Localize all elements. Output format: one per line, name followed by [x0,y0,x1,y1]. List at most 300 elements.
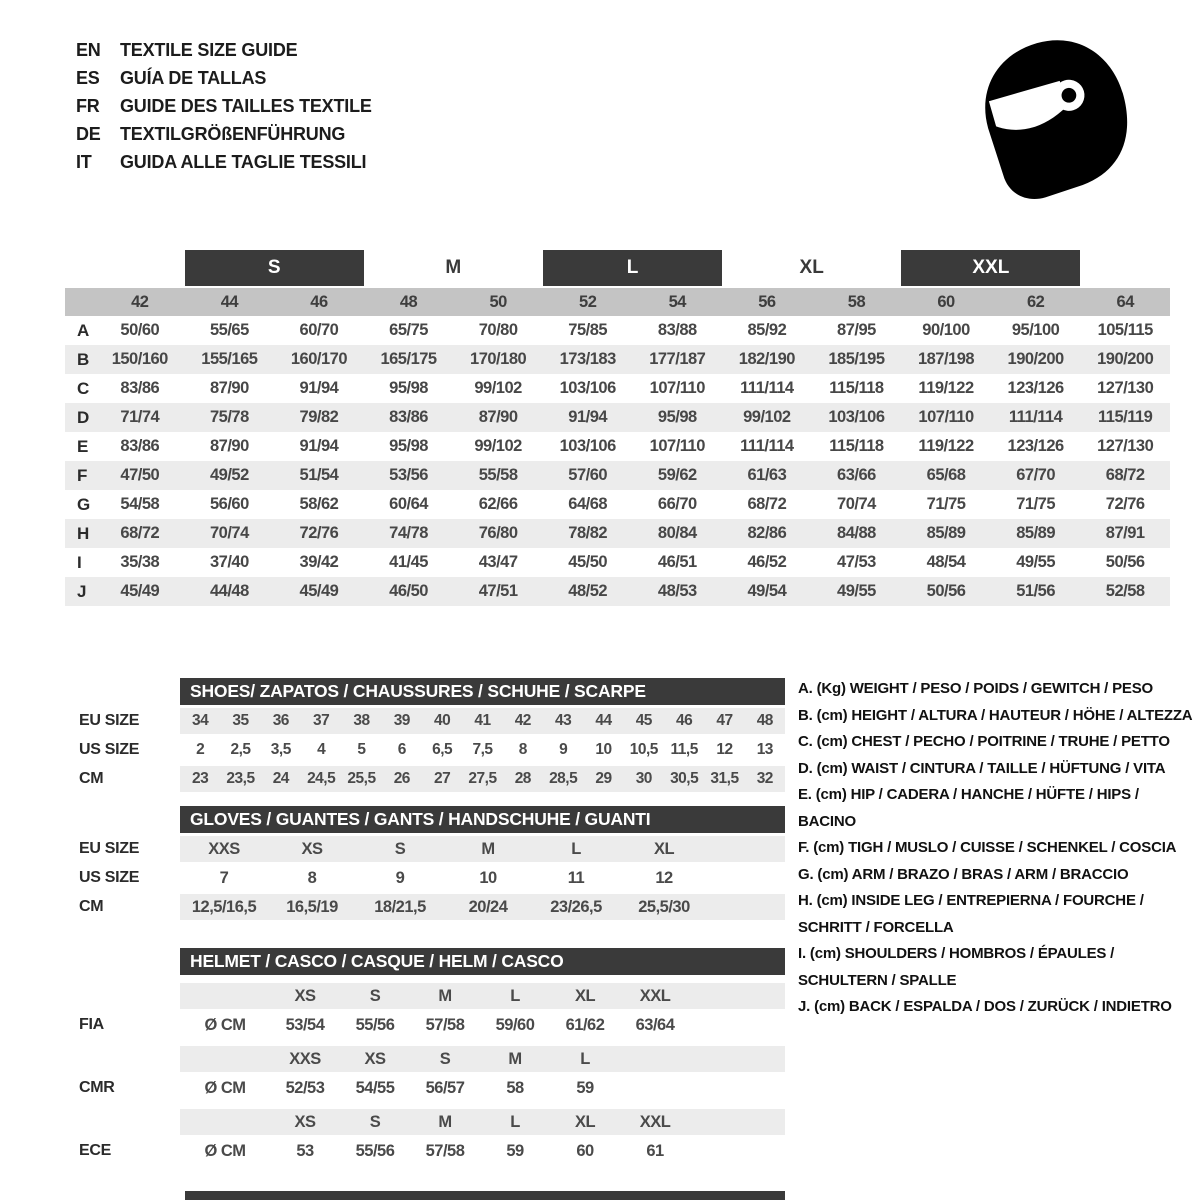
helmet-size: XS [294,1112,316,1131]
helmet-table [65,948,785,1167]
helmet-size: M [508,1049,522,1068]
legend-item-d: D. (cm) WAIST / CINTURA / TAILLE / HÜFTUNG / VITA [798,759,1166,777]
helmet-cm-value: 63/64 [635,1015,675,1034]
value-cell: 63/66 [837,466,876,484]
value-cell: 173/183 [559,350,616,368]
value-cell: 107/110 [918,408,974,426]
value-cell: 60/70 [299,321,339,339]
value-cell: 182/190 [738,350,795,368]
textile-size-table [65,250,1170,606]
row-label: F [77,465,88,485]
value-cell: 103/106 [559,379,616,397]
shoes-cm-values [180,766,785,792]
value-cell: 55/58 [478,466,518,484]
value-cell: 119/122 [918,379,974,397]
value-cell: 65/75 [389,321,428,339]
glove-cm-size: 18/21,5 [374,897,426,916]
value-cell: 44/48 [209,582,249,600]
helmet-cm-value: 53/54 [285,1015,325,1034]
language-code: IT [76,151,92,172]
shoe-cm-size: 25,5 [347,770,376,787]
row-label: J [77,581,87,601]
row-label: A [77,320,90,340]
value-cell: 70/74 [837,495,876,513]
value-cell: 48/52 [568,582,608,600]
legend-item-i: I. (cm) SHOULDERS / HOMBROS / ÉPAULES / SCHULTERN / SPALLE [798,945,1115,989]
shoes-cm-row [65,766,785,792]
value-cell: 155/165 [201,350,258,368]
shoes-eu-row [65,708,785,734]
helmet-size: S [439,1049,451,1068]
row-label: EU SIZE [79,840,140,857]
row-label: I [77,552,82,572]
lang-line-en [76,36,372,64]
helmet-cm-value: 54/55 [355,1078,395,1097]
size-label-xxl: XXL [901,250,1080,286]
value-cell: 59/62 [657,466,697,484]
table-row-i [65,548,1170,577]
shoe-eu-size: 45 [635,712,652,729]
shoe-us-size: 2,5 [230,741,251,758]
value-cell: 60/64 [389,495,428,513]
lang-line-es [76,64,372,92]
helmet-size: L [510,1112,520,1131]
language-code: DE [76,123,101,144]
value-cell: 185/195 [828,350,885,368]
value-cell: 80/84 [657,524,697,542]
value-cell: 50/56 [1105,553,1145,571]
helmet-size: L [510,986,520,1005]
size-label-m: M [445,257,462,278]
measurement-legend [798,676,1200,1021]
shoe-cm-size: 30,5 [670,770,699,787]
value-cell: 95/98 [389,437,428,455]
value-cell: 160/170 [290,350,348,368]
value-cell: 50/56 [926,582,966,600]
helmet-cm-value: 61/62 [565,1015,605,1034]
spacer [65,983,180,1009]
value-cell: 43/47 [478,553,518,571]
helmet-cm-value: 56/57 [425,1078,465,1097]
value-cell: 62/66 [478,495,518,513]
shoe-us-size: 6 [397,741,406,758]
gloves-us-values [180,865,785,891]
row-label: CM [79,770,104,787]
diameter-cm-label: Ø CM [204,1141,246,1160]
value-cell: 41/45 [389,553,428,571]
glove-us-size: 7 [219,868,229,887]
helmet-cm-value: 60 [576,1141,594,1160]
table-row-f [65,461,1170,490]
value-cell: 79/82 [299,408,339,426]
value-cell: 68/72 [747,495,787,513]
value-cell: 115/118 [829,379,884,397]
language-code: EN [76,39,101,60]
shoe-eu-size: 48 [756,712,773,729]
fia-values [180,1012,785,1038]
row-label: US SIZE [79,741,140,758]
value-cell: 72/76 [1105,495,1145,513]
lang-line-de [76,120,372,148]
shoe-eu-size: 38 [353,712,370,729]
shoe-eu-size: 47 [716,712,733,729]
value-cell: 61/63 [747,466,787,484]
value-cell: 47/51 [478,582,518,600]
helmet-title-row [65,948,785,975]
value-cell: 84/88 [837,524,876,542]
value-cell: 150/160 [111,350,168,368]
value-cell: 103/106 [828,408,885,426]
legend-item-c: C. (cm) CHEST / PECHO / POITRINE / TRUHE / PETTO [798,733,1170,750]
glove-eu-size: L [571,839,581,858]
helmet-cm-value: 55/56 [355,1015,395,1034]
glove-us-size: 8 [307,868,317,887]
value-cell: 95/98 [389,379,428,397]
value-cell: 99/102 [743,408,791,426]
standard-label: ECE [79,1142,111,1159]
value-cell: 47/53 [837,553,876,571]
row-label: EU SIZE [79,712,140,729]
helmet-size: XL [574,986,596,1005]
value-cell: 83/86 [120,379,160,397]
value-cell: 49/52 [209,466,249,484]
value-cell: 75/85 [568,321,608,339]
helmet-size: XXL [639,1112,671,1131]
value-cell: 49/55 [837,582,876,600]
shoes-us-values [180,737,785,763]
row-label: C [77,378,90,398]
shoe-us-size: 3,5 [270,741,291,758]
size-number: 42 [131,292,149,311]
spacer [65,1046,180,1072]
helmet-cm-value: 55/56 [355,1141,395,1160]
table-row-c [65,374,1170,403]
helmet-cmr-header [65,1046,785,1072]
value-cell: 111/114 [740,379,794,397]
helmet-cmr-row [65,1075,785,1101]
helmet-cm-value: 57/58 [425,1141,465,1160]
shoe-cm-size: 23,5 [226,770,255,787]
size-label-xl: XL [799,257,824,278]
value-cell: 105/115 [1097,321,1153,339]
value-cell: 48/54 [926,553,966,571]
gloves-eu-row [65,836,785,862]
shoe-us-size: 13 [756,741,773,758]
glove-cm-size: 16,5/19 [286,897,338,916]
helmet-size: S [369,986,381,1005]
value-cell: 54/58 [120,495,160,513]
shoe-cm-size: 31,5 [710,770,739,787]
value-cell: 103/106 [559,437,616,455]
value-cell: 39/42 [299,553,339,571]
shoe-eu-size: 40 [434,712,451,729]
numeric-size-band [65,288,1170,316]
helmet-size: XL [574,1112,596,1131]
value-cell: 83/88 [657,321,697,339]
value-cell: 107/110 [649,379,705,397]
shoe-us-size: 4 [317,741,326,758]
language-title: TEXTILE SIZE GUIDE [120,39,298,60]
cmr-sizes [180,1046,785,1072]
shoe-us-size: 5 [357,741,366,758]
value-cell: 90/100 [922,321,970,339]
shoes-table [65,678,785,795]
helmet-size: L [580,1049,590,1068]
value-cell: 78/82 [568,524,608,542]
row-label: B [77,349,90,369]
value-cell: 71/75 [1016,495,1056,513]
shoe-eu-size: 41 [474,712,491,729]
shoe-eu-size: 44 [595,712,612,729]
gloves-table [65,806,785,923]
legend-item-g: G. (cm) ARM / BRAZO / BRAS / ARM / BRACCIO [798,865,1129,883]
lang-line-fr [76,92,372,120]
shoe-eu-size: 35 [232,712,249,729]
shoe-us-size: 12 [716,741,733,758]
value-cell: 52/58 [1105,582,1145,600]
shoe-eu-size: 42 [514,712,531,729]
glove-eu-size: S [394,839,406,858]
shoe-cm-size: 30 [635,770,652,787]
legend-item-a: A. (Kg) WEIGHT / PESO / POIDS / GEWITCH / PESO [798,680,1153,697]
value-cell: 56/60 [209,495,249,513]
size-number: 56 [758,292,776,311]
size-number: 44 [220,292,239,311]
helmet-cm-value: 52/53 [285,1078,325,1097]
value-cell: 64/68 [568,495,608,513]
legend-item-f: F. (cm) TIGH / MUSLO / CUISSE / SCHENKEL / COSCIA [798,839,1177,856]
gloves-eu-values [180,836,785,862]
legend-item-h: H. (cm) INSIDE LEG / ENTREPIERNA / FOURCHE / SCHRITT / FORCELLA [798,892,1144,936]
helmet-size: XS [294,986,316,1005]
value-cell: 95/100 [1011,321,1060,339]
value-cell: 91/94 [299,379,339,397]
value-cell: 46/50 [389,582,428,600]
size-number: 62 [1026,292,1045,311]
row-label: CM [79,898,104,915]
fia-sizes [180,983,785,1009]
table-row-j [65,577,1170,606]
shoes-eu-values [180,708,785,734]
shoe-eu-size: 43 [555,712,572,729]
value-cell: 123/126 [1007,379,1064,397]
helmet-title: HELMET / CASCO / CASQUE / HELM / CASCO [180,948,785,975]
helmet-size: XXL [639,986,671,1005]
helmet-size: XS [364,1049,386,1068]
value-cell: 187/198 [917,350,975,368]
shoe-eu-size: 46 [676,712,693,729]
value-cell: 83/86 [389,408,428,426]
helmet-cm-value: 59 [506,1141,524,1160]
diameter-cm-label: Ø CM [204,1078,246,1097]
value-cell: 49/54 [747,582,787,600]
shoe-us-size: 7,5 [472,741,493,758]
value-cell: 65/68 [926,466,966,484]
shoe-us-size: 10,5 [629,741,658,758]
value-cell: 46/52 [747,553,787,571]
value-cell: 177/187 [649,350,706,368]
shoe-cm-size: 29 [595,770,612,787]
language-title: TEXTILGRÖßENFÜHRUNG [120,123,346,144]
value-cell: 46/51 [657,553,697,571]
helmet-cm-value: 53 [296,1141,314,1160]
table-row-h [65,519,1170,548]
shoe-us-size: 2 [196,741,205,758]
helmet-cm-value: 59 [576,1078,594,1097]
legend-item-j: J. (cm) BACK / ESPALDA / DOS / ZURÜCK / INDIETRO [798,998,1172,1015]
value-cell: 87/90 [478,408,518,426]
size-number: 58 [847,292,866,311]
glove-cm-size: 25,5/30 [638,897,690,916]
ece-sizes [180,1109,785,1135]
value-cell: 87/90 [209,437,249,455]
value-cell: 111/114 [740,437,794,455]
glove-us-size: 10 [479,868,497,887]
value-cell: 91/94 [568,408,608,426]
language-code: ES [76,67,100,88]
value-cell: 71/74 [120,408,160,426]
value-cell: 37/40 [209,553,249,571]
cropped-section-bar [185,1191,785,1200]
row-label: H [77,523,90,543]
value-cell: 66/70 [657,495,697,513]
table-row-d [65,403,1170,432]
helmet-size: M [438,986,452,1005]
size-label-l: L [543,250,722,286]
glove-cm-size: 20/24 [468,897,508,916]
value-cell: 99/102 [474,379,522,397]
shoe-us-size: 8 [518,741,527,758]
row-label: US SIZE [79,869,140,886]
row-label: G [77,494,91,514]
helmet-cm-value: 57/58 [425,1015,465,1034]
shoe-cm-size: 24 [272,770,289,787]
size-number: 50 [489,292,507,311]
spacer [65,678,180,705]
table-row-g [65,490,1170,519]
value-cell: 53/56 [389,466,428,484]
helmet-cm-value: 61 [646,1141,664,1160]
value-cell: 99/102 [474,437,522,455]
value-cell: 72/76 [299,524,339,542]
glove-eu-size: XL [653,839,675,858]
value-cell: 68/72 [1105,466,1145,484]
helmet-fia-header [65,983,785,1009]
gloves-title-row [65,806,785,833]
value-cell: 58/62 [299,495,339,513]
value-cell: 74/78 [389,524,428,542]
gloves-cm-row [65,894,785,920]
ece-values [180,1138,785,1164]
shoe-us-size: 10 [595,741,612,758]
value-cell: 68/72 [120,524,160,542]
shoe-us-size: 11,5 [670,741,698,758]
helmet-ece-header [65,1109,785,1135]
helmet-icon [965,28,1145,208]
value-cell: 87/91 [1105,524,1145,542]
value-cell: 45/49 [299,582,339,600]
table-row-a [65,316,1170,345]
shoe-cm-size: 28 [514,770,531,787]
lang-line-it [76,148,372,176]
value-cell: 82/86 [747,524,787,542]
value-cell: 127/130 [1097,379,1154,397]
helmet-size: XXS [289,1049,321,1068]
legend-item-e: E. (cm) HIP / CADERA / HANCHE / HÜFTE / HIPS / BACINO [798,786,1139,830]
standard-label: FIA [79,1016,104,1033]
value-cell: 87/95 [837,321,876,339]
value-cell: 85/89 [926,524,966,542]
value-cell: 107/110 [649,437,705,455]
glove-us-size: 11 [567,868,585,887]
shoe-cm-size: 27 [434,770,451,787]
table-row-b [65,345,1170,374]
value-cell: 51/56 [1016,582,1056,600]
size-number: 60 [937,292,955,311]
value-cell: 71/75 [926,495,966,513]
shoe-cm-size: 27,5 [468,770,497,787]
value-cell: 45/49 [120,582,160,600]
language-title: GUÍA DE TALLAS [120,67,267,88]
cmr-values [180,1075,785,1101]
spacer [65,1109,180,1135]
helmet-cm-value: 58 [506,1078,524,1097]
spacer [65,806,180,833]
value-cell: 115/119 [1098,408,1153,426]
value-cell: 70/74 [209,524,249,542]
value-cell: 76/80 [478,524,518,542]
helmet-ece-row [65,1138,785,1164]
language-title: GUIDE DES TAILLES TEXTILE [120,95,372,116]
value-cell: 50/60 [120,321,160,339]
shoe-cm-size: 24,5 [307,770,336,787]
value-cell: 119/122 [918,437,974,455]
value-cell: 170/180 [470,350,527,368]
helmet-size: M [438,1112,452,1131]
helmet-size: S [369,1112,381,1131]
shoe-eu-size: 39 [393,712,410,729]
size-letter-header [65,250,1170,286]
value-cell: 48/53 [657,582,697,600]
helmet-cm-value: 59/60 [495,1015,535,1034]
value-cell: 75/78 [209,408,249,426]
shoe-eu-size: 34 [192,712,209,729]
table-row-e [65,432,1170,461]
value-cell: 57/60 [568,466,608,484]
value-cell: 67/70 [1016,466,1056,484]
standard-label: CMR [79,1079,115,1096]
value-cell: 111/114 [1008,408,1063,426]
value-cell: 123/126 [1007,437,1064,455]
value-cell: 70/80 [478,321,518,339]
diameter-cm-label: Ø CM [204,1015,246,1034]
size-label-s: S [185,250,364,286]
shoe-cm-size: 28,5 [549,770,578,787]
value-cell: 91/94 [299,437,339,455]
shoes-us-row [65,737,785,763]
shoes-title-row [65,678,785,705]
value-cell: 115/118 [829,437,884,455]
language-title: GUIDA ALLE TAGLIE TESSILI [120,151,367,172]
value-cell: 85/92 [747,321,787,339]
shoe-us-size: 6,5 [432,741,453,758]
size-number: 46 [310,292,328,311]
value-cell: 51/54 [299,466,339,484]
gloves-us-row [65,865,785,891]
glove-us-size: 12 [655,868,673,887]
value-cell: 49/55 [1016,553,1056,571]
value-cell: 95/98 [657,408,697,426]
